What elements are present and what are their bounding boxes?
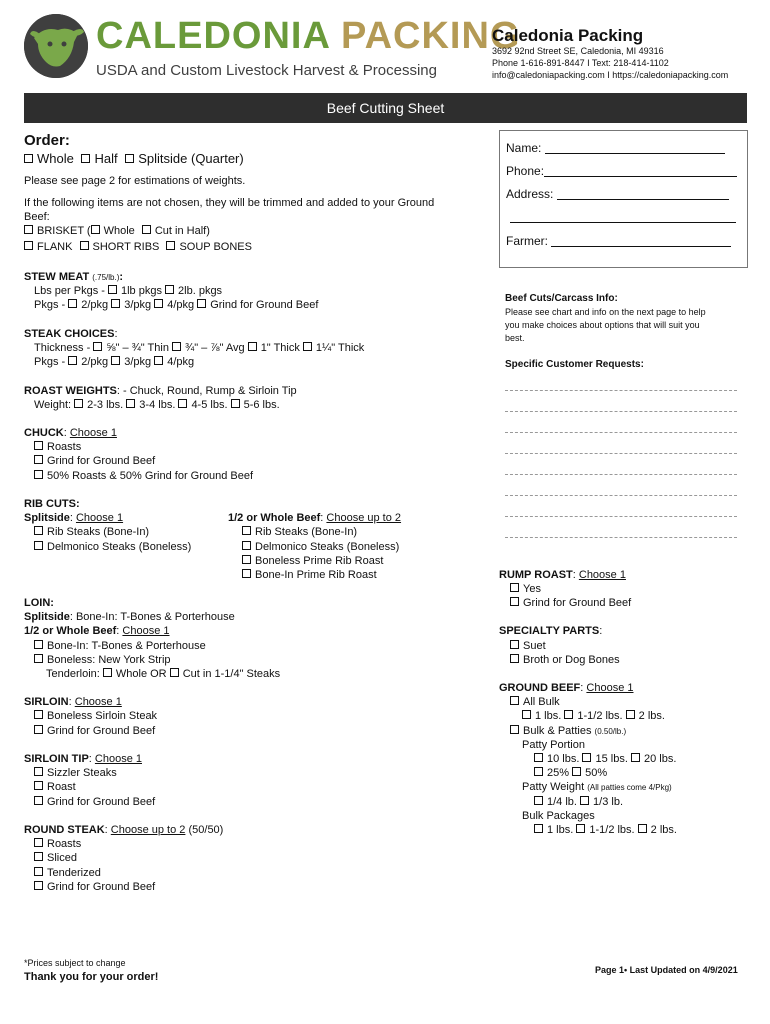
patty-weight-label: Patty Weight (All patties come 4/Pkg) [522,781,672,793]
request-line-4[interactable] [505,453,737,454]
round-heading: ROUND STEAK: Choose up to 2 (50/50) [24,824,224,836]
logo-subtitle: USDA and Custom Livestock Harvest & Processing [96,62,437,79]
farmer-field[interactable] [506,234,731,248]
steak-pkgs-row: Pkgs - 2/pkg 3/pkg 4/pkg [34,356,195,368]
checkbox-weight-quarter[interactable] [534,796,543,805]
checkbox-1in[interactable] [248,342,257,351]
chuck-option-roasts[interactable]: Roasts [34,441,81,453]
rib-splitside-label: Splitside: Choose 1 [24,512,124,524]
rib-half-option-1[interactable]: Rib Steaks (Bone-In) [242,526,357,538]
checkbox-brisket-half[interactable] [142,225,151,234]
roast-weights-row: Weight: 2-3 lbs. 3-4 lbs. 4-5 lbs. 5-6 lbs. [34,399,280,411]
request-line-7[interactable] [505,516,737,517]
checkbox-portion-20[interactable] [631,753,640,762]
phone-label: Phone: [506,164,545,178]
rump-option-yes[interactable]: Yes [510,583,541,595]
bulk-packages-row: 1 lbs. 1-1/2 lbs. 2 lbs. [534,824,677,836]
checkbox-roast-4-5[interactable] [178,399,187,408]
checkbox-brisket[interactable] [24,225,33,234]
request-line-3[interactable] [505,432,737,433]
checkbox-portion-10[interactable] [534,753,543,762]
request-line-5[interactable] [505,474,737,475]
sirloin-tip-option-1[interactable]: Sizzler Steaks [34,767,117,779]
loin-splitside: Splitside: Bone-In: T-Bones & Porterhouse [24,611,235,623]
rib-half-option-2[interactable]: Delmonico Steaks (Boneless) [242,541,399,553]
checkbox-stew-4pkg[interactable] [154,299,163,308]
checkbox-stew-2pkg[interactable] [68,299,77,308]
roast-weights-heading: ROAST WEIGHTS: - Chuck, Round, Rump & Sirloin Tip [24,385,297,397]
logo-wordmark [96,14,520,58]
specialty-option-suet[interactable]: Suet [510,640,546,652]
chuck-option-grind[interactable]: Grind for Ground Beef [34,455,155,467]
logo-word-caledonia: CALEDONIA [96,15,330,57]
rib-split-option-2[interactable]: Delmonico Steaks (Boneless) [34,541,191,553]
brisket-row: BRISKET ( Whole Cut in Half) [24,225,210,237]
bulk-packages-label: Bulk Packages [522,810,595,822]
ground-option-patties[interactable]: Bulk & Patties (0.50/lb.) [510,725,626,737]
logo-word-packing: PACKING [341,15,521,57]
specialty-heading: SPECIALTY PARTS: [499,625,603,637]
sirloin-tip-heading: SIRLOIN TIP: Choose 1 [24,753,142,765]
checkbox-bulk-1-5lb[interactable] [564,710,573,719]
request-line-2[interactable] [505,411,737,412]
checkbox-pkg-1-5lb[interactable] [576,824,585,833]
sirloin-heading: SIRLOIN: Choose 1 [24,696,122,708]
cuts-info-note-3: best. [505,333,525,343]
farmer-label: Farmer: [506,234,548,248]
checkbox-pkg-2lb[interactable] [638,824,647,833]
trim-note-2: Beef: [24,211,50,223]
checkbox-avg[interactable] [172,342,181,351]
rump-heading: RUMP ROAST: Choose 1 [499,569,626,581]
flank-row: FLANK SHORT RIBS SOUP BONES [24,241,252,253]
checkbox-soup-bones[interactable] [166,241,175,250]
steak-heading: STEAK CHOICES: [24,328,118,340]
request-line-8[interactable] [505,537,737,538]
checkbox-roast-2-3[interactable] [74,399,83,408]
rib-half-option-4[interactable]: Bone-In Prime Rib Roast [242,569,377,581]
company-phone: Phone 1-616-891-8447 I Text: 218-414-1102 [492,58,669,68]
page-title-banner: Beef Cutting Sheet [24,93,747,123]
trim-note: If the following items are not chosen, they will be trimmed and added to your Ground [24,197,435,209]
checkbox-roast-5-6[interactable] [231,399,240,408]
stew-heading: STEW MEAT (.75/lb.): [24,271,124,283]
company-web: info@caledoniapacking.com I https://caledoniapacking.com [492,70,729,80]
cuts-info-note-1: Please see chart and info on the next page to help [505,307,706,317]
page-info: Page 1• Last Updated on 4/9/2021 [595,965,738,975]
round-option-3[interactable]: Tenderized [34,867,101,879]
checkbox-pkg-1lb[interactable] [534,824,543,833]
checkbox-short-ribs[interactable] [80,241,89,250]
prices-note: *Prices subject to change [24,958,126,968]
rump-option-grind[interactable]: Grind for Ground Beef [510,597,631,609]
cuts-info-note-2: you make choices about options that will suit you [505,320,700,330]
patty-weight-row: 1/4 lb. 1/3 lb. [534,796,623,808]
checkbox-splitside[interactable] [125,154,134,163]
checkbox-half[interactable] [81,154,90,163]
specialty-option-bones[interactable]: Broth or Dog Bones [510,654,620,666]
chuck-heading: CHUCK: Choose 1 [24,427,117,439]
address-line-2[interactable] [510,222,736,223]
thank-you: Thank you for your order! [24,971,159,983]
logo-cow-icon [24,14,88,78]
tenderloin-row: Tenderloin: Whole OR Cut in 1-1/4" Steaks [46,668,281,680]
steak-thickness-row: Thickness - ⅝" – ¾" Thin ¾" – ⅞" Avg 1" Thick 1¼" Thick [34,342,365,354]
checkbox-steak-3pkg[interactable] [111,356,120,365]
request-line-6[interactable] [505,495,737,496]
chuck-option-mix[interactable]: 50% Roasts & 50% Grind for Ground Beef [34,470,253,482]
address-field[interactable] [506,187,729,201]
phone-field[interactable] [506,164,737,178]
checkbox-stew-3pkg[interactable] [111,299,120,308]
requests-heading: Specific Customer Requests: [505,359,644,370]
rib-split-option-1[interactable]: Rib Steaks (Bone-In) [34,526,149,538]
checkbox-flank[interactable] [24,241,33,250]
whole-label: Whole [37,151,74,166]
ground-option-bulk[interactable]: All Bulk [510,696,560,708]
checkbox-bulk-1lb[interactable] [522,710,531,719]
checkbox-bulk-2lb[interactable] [626,710,635,719]
loin-option-bone-in[interactable]: Bone-In: T-Bones & Porterhouse [34,640,206,652]
ground-heading: GROUND BEEF: Choose 1 [499,682,634,694]
loin-half-label: 1/2 or Whole Beef: Choose 1 [24,625,170,637]
checkbox-thin[interactable] [93,342,102,351]
order-options [24,151,244,166]
round-option-4[interactable]: Grind for Ground Beef [34,881,155,893]
company-address: 3692 92nd Street SE, Caledonia, MI 49316 [492,46,664,56]
checkbox-tenderloin-cut[interactable] [170,668,179,677]
weights-note: Please see page 2 for estimations of weights. [24,175,246,187]
company-name: Caledonia Packing [492,26,644,45]
patty-portion-row-1: 10 lbs. 15 lbs. 20 lbs. [534,753,676,765]
round-option-1[interactable]: Roasts [34,838,81,850]
sirloin-tip-option-3[interactable]: Grind for Ground Beef [34,796,155,808]
checkbox-steak-4pkg[interactable] [154,356,163,365]
checkbox-stew-grind[interactable] [197,299,206,308]
splitside-label: Splitside (Quarter) [138,151,244,166]
request-line-1[interactable] [505,390,737,391]
checkbox-roast-3-4[interactable] [126,399,135,408]
checkbox-whole[interactable] [24,154,33,163]
checkbox-portion-15[interactable] [582,753,591,762]
rib-half-option-3[interactable]: Boneless Prime Rib Roast [242,555,383,567]
sirloin-option-1[interactable]: Boneless Sirloin Steak [34,710,157,722]
sirloin-tip-option-2[interactable]: Roast [34,781,76,793]
half-label: Half [94,151,118,166]
stew-lbs-row: Lbs per Pkgs - 1lb pkgs 2lb. pkgs [34,285,223,297]
address-label: Address: [506,187,554,201]
checkbox-1-25in[interactable] [303,342,312,351]
loin-option-boneless[interactable]: Boneless: New York Strip [34,654,171,666]
checkbox-stew-2lb[interactable] [165,285,174,294]
checkbox-stew-1lb[interactable] [108,285,117,294]
patty-portion-row-2: 25% 50% [534,767,607,779]
order-heading: Order: [24,132,70,149]
cuts-info-heading: Beef Cuts/Carcass Info: [505,293,618,304]
checkbox-portion-50pct[interactable] [572,767,581,776]
name-field[interactable] [506,141,725,155]
patty-portion-label: Patty Portion [522,739,585,751]
checkbox-brisket-whole[interactable] [91,225,100,234]
bulk-size-row: 1 lbs. 1-1/2 lbs. 2 lbs. [522,710,665,722]
name-label: Name: [506,141,542,155]
checkbox-portion-25pct[interactable] [534,767,543,776]
rib-heading: RIB CUTS: [24,498,80,510]
checkbox-weight-third[interactable] [580,796,589,805]
sirloin-option-2[interactable]: Grind for Ground Beef [34,725,155,737]
checkbox-tenderloin-whole[interactable] [103,668,112,677]
checkbox-steak-2pkg[interactable] [68,356,77,365]
stew-pkgs-row: Pkgs - 2/pkg 3/pkg 4/pkg Grind for Ground Beef [34,299,319,311]
round-option-2[interactable]: Sliced [34,852,77,864]
loin-heading: LOIN: [24,597,54,609]
rib-half-label: 1/2 or Whole Beef: Choose up to 2 [228,512,402,524]
